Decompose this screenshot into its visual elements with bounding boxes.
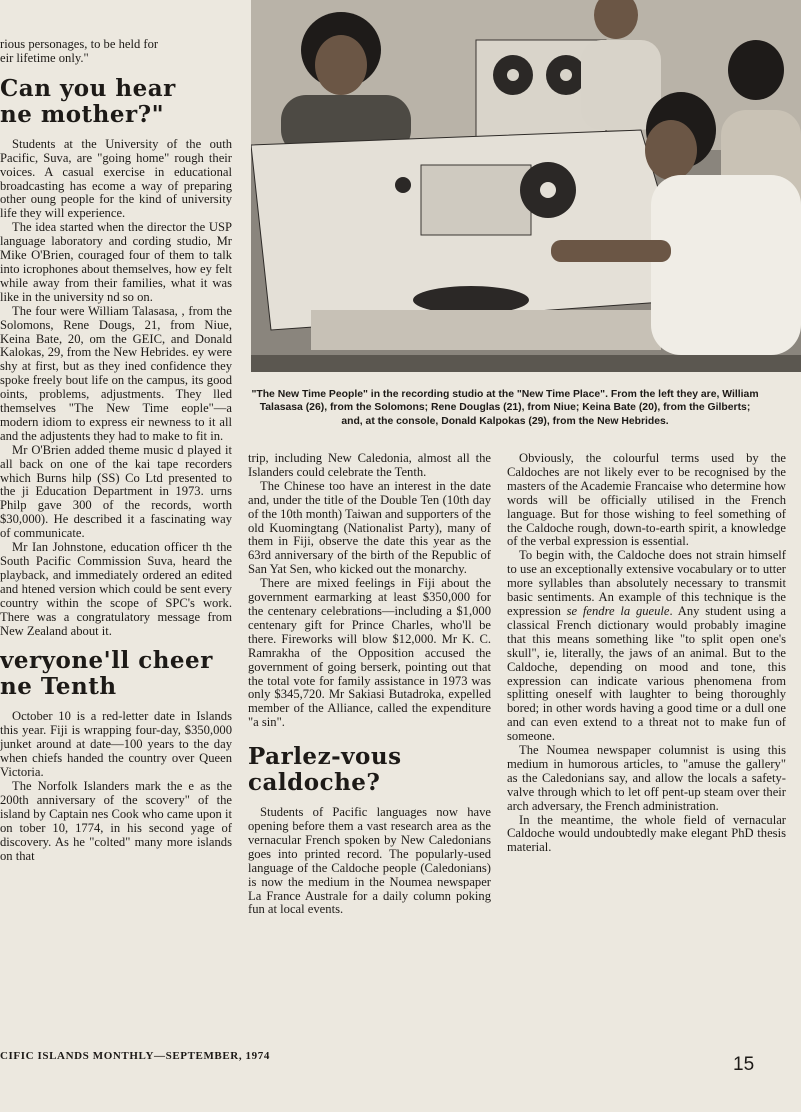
heading-line-2: caldoche? — [248, 769, 381, 797]
article-column-left — [0, 38, 232, 863]
paragraph: The Norfolk Islanders mark the e as the 200th anniversary of the scovery" of the island by Captain nes Cook who came upon it on tober 10, 1774, in his second yage of discovery. As he "colted" many more islands on that — [0, 778, 232, 863]
paragraph: Students of Pacific languages now have opening before them a vast research area as the vernacular French spoken by New Caledonians goes into printed record. The popularly-used language of the Caldoche people (Caledonians) is now the medium in the Noumea newspaper La France Australe for a daily column poking fun at local events. — [248, 805, 491, 917]
text-run: To begin with, the Caldoche does not strain himself to use an exceptionally extensive vocabulary or to utter more syllables than absolutely necessary to transmit basic sentiments. An example of this technique is the expression — [507, 548, 786, 618]
paragraph: The idea started when the director the USP language laboratory and cording studio, Mr Mike O'Brien, couraged four of them to talk into icrophones about themselves, how ey felt while away from their families, what it was like in the university nd so on. — [0, 220, 232, 304]
page-number: 15 — [733, 1054, 755, 1075]
heading-line-2: ne Tenth — [0, 674, 117, 701]
photo-caption: "The New Time People" in the recording studio at the "New Time Place". From the left they are, William Talasasa (26), from the Solomons; Rene Douglas (21), from Niue; Keina Bate (20), from the Gilberts; and, at the console, Donald Kalpokas (29), from the New Hebrides. — [251, 389, 759, 427]
page-footer: CIFIC ISLANDS MONTHLY—SEPTEMBER, 1974 — [0, 1050, 270, 1062]
text-run: . Any student using a classical French dictionary would probably imagine that this means something like "to split open one's skull", ie, literally, the jaws of an animal. But to the Caldoche, depending on mood and tone, this expression can indicate various phenomena from splitting oneself with laughter to being thoroughly bored; in other words having a good time or a dull one and can even extend to a threat not to make fun of someone. — [507, 603, 786, 744]
italic-expression: se fendre la gueule — [566, 603, 670, 618]
recording-studio-photo — [251, 0, 801, 372]
photo-illustration — [251, 0, 801, 372]
paragraph: Obviously, the colourful terms used by the Caldoches are not likely ever to be recognised by the masters of the Academie Francaise who determine how words will be officially utilised in the French language. But for those wishing to feel something of the Caldoche rough, down-to-earth spirit, a knowledge of the verbal expression is essential. — [507, 451, 786, 549]
section-heading-parlez-vous — [248, 744, 491, 796]
paragraph: The Noumea newspaper columnist is using this medium in humorous articles, to "amuse the gallery" as the Caledonians say, and allow the locals a safety-valve through which to let off pent-up steam over their arch adversary, the French administration. — [507, 743, 786, 813]
heading-line-1: Parlez-vous — [248, 743, 402, 771]
section-heading-everyone-cheer — [0, 648, 232, 700]
paragraph — [507, 549, 786, 744]
article-column-middle — [248, 452, 491, 917]
section-heading-can-you-hear — [0, 76, 232, 128]
paragraph: October 10 is a red-letter date in Islands this year. Fiji is wrapping four-day, $350,000 junket around at date—100 years to the day when chiefs handed the country over Queen Victoria. — [0, 709, 232, 780]
heading-line-2: ne mother?" — [0, 101, 165, 128]
heading-line-1: Can you hear — [0, 75, 176, 102]
paragraph: There are mixed feelings in Fiji about the government earmarking at least $350,000 for the centenary celebrations—including a $1,000 centenary gift for Prince Charles, who'll be there. Fireworks will blow $12,000. Mr K. C. Ramrakha of the Opposition accused the government of going berserk, pointing out that the total vote for family assistance in 1973 was only $345,720. Mr Sakiasi Butadroka, expelled member of the Alliance, called the expenditure "a sin". — [248, 576, 491, 730]
paragraph: Students at the University of the outh Pacific, Suva, are "going home" rough their voices. A casual exercise in educational broadcasting has ecome a way of preparing other oung people for the kind of university life they will experience. — [0, 136, 232, 221]
paragraph: trip, including New Caledonia, almost all the Islanders could celebrate the Tenth. — [248, 451, 491, 479]
article-column-right — [507, 452, 786, 855]
heading-line-1: veryone'll cheer — [0, 648, 213, 675]
paragraph: In the meantime, the whole field of vernacular Caldoche would undoubtedly make elegant PhD thesis material. — [507, 812, 786, 855]
lead-line-1: rious personages, to be held for — [0, 38, 159, 51]
lead-line-2: eir lifetime only." — [0, 51, 89, 65]
paragraph: The Chinese too have an interest in the date and, under the title of the Double Ten (10th day of the 10th month) Taiwan and supporters of the old Kuomingtang (Nationalist Party), many of them in Fiji, observe the date this year as the 63rd anniversary of the birth of the Republic of San Yat Sen, who kicked out the monarchy. — [248, 478, 492, 577]
paragraph: Mr Ian Johnstone, education officer th the South Pacific Commission Suva, heard the playback, and immediately ordered an edited and htened version which could be sent every country within the scope of SPC's work. There was a congratulatory message from New Zealand about it. — [0, 540, 232, 638]
paragraph: The four were William Talasasa, , from the Solomons, Rene Dougs, 21, from Niue, Keina Bate, 20, om the GEIC, and Donald Kalokas, 29, from the New Hebrides. ey were shy at first, but as they ined confidence they spoke freely bout life on the campus, its good oints, problems, adjustments. They lled themselves "The New Time eople"—a modern idiom to express eir newness to it all and the adjustents they had to make to fit in. — [0, 303, 232, 443]
paragraph: Mr O'Brien added theme music d played it all back on one of the kai tape recorders which Burns hilp (SS) Co Ltd presented to the ji Education Department in 1973. urns Philp gave 300 of the records, worth $30,000). He described it a fascinating way of communicate. — [0, 442, 232, 541]
